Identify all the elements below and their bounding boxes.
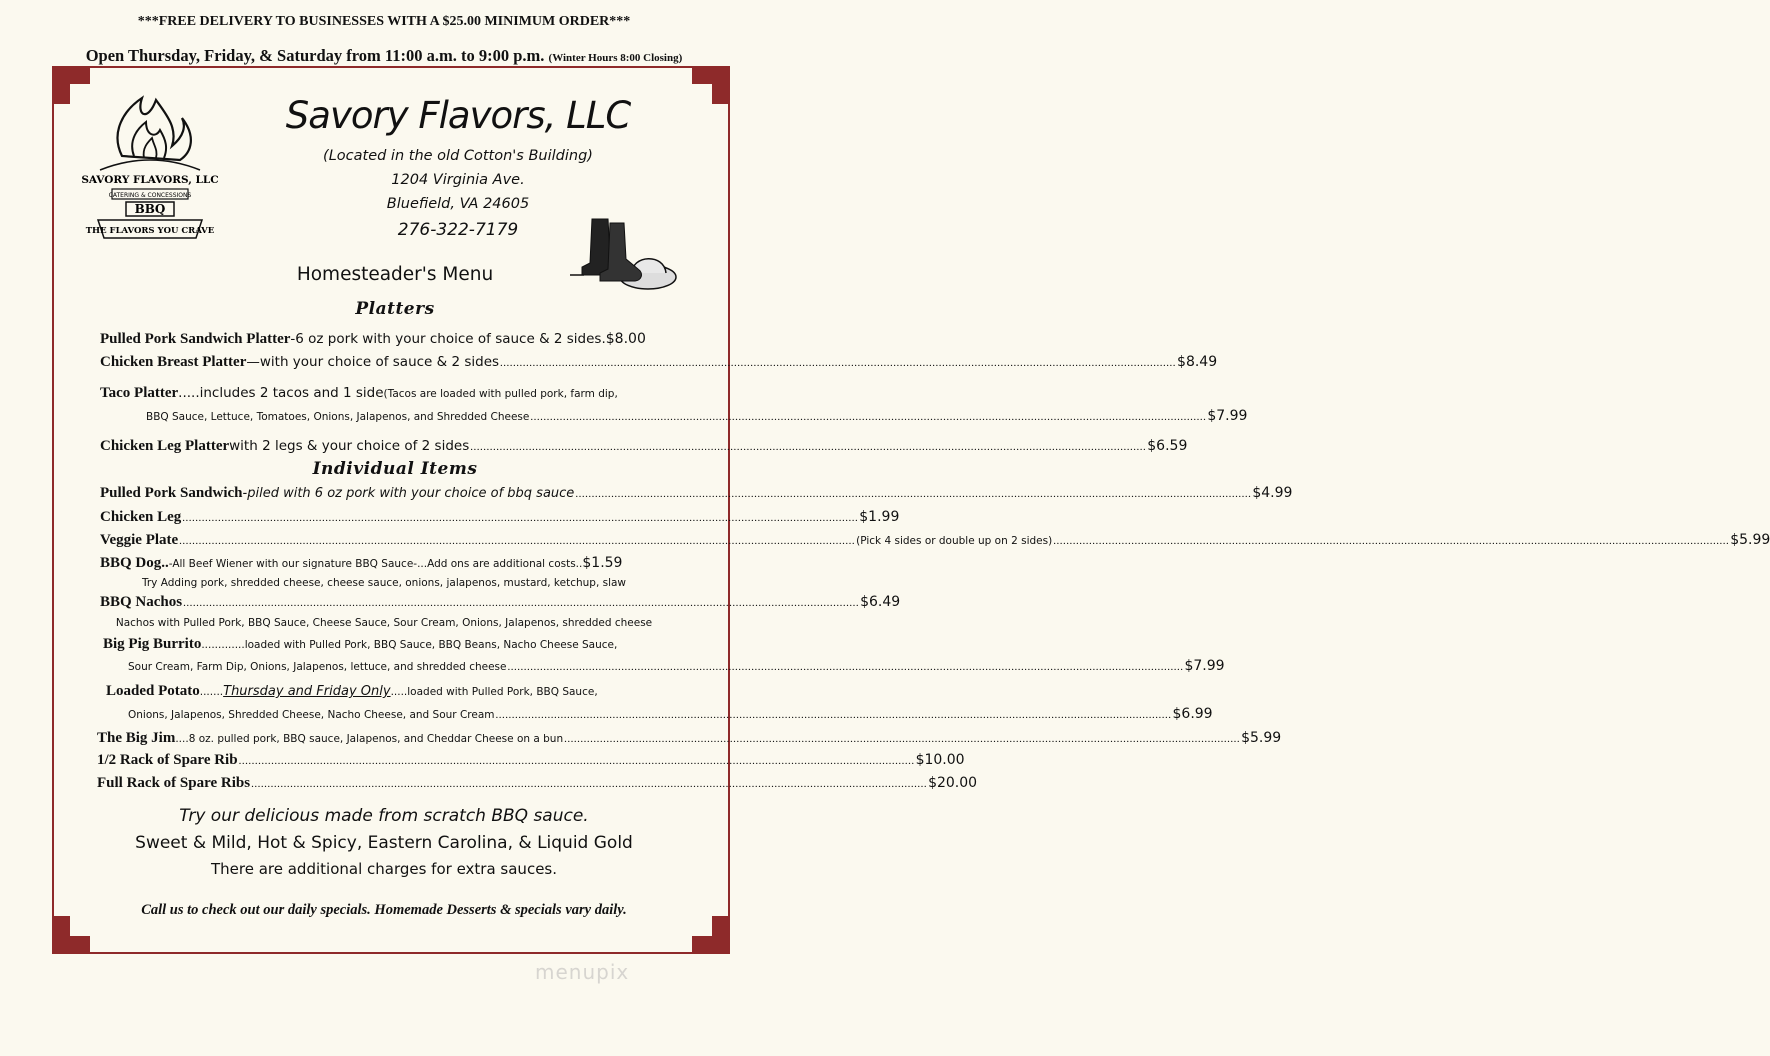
sauce-promo: Try our delicious made from scratch BBQ sauce.	[179, 806, 589, 826]
item-name: BBQ Nachos	[100, 594, 183, 610]
leader-dots	[183, 597, 859, 609]
item-desc: -All Beef Wiener with our signature BBQ Sauce-...Add ons are additional costs..	[168, 558, 583, 570]
menu-item	[0, 730, 1282, 752]
item-price: $10.00	[915, 752, 965, 768]
leader-dots	[182, 512, 858, 524]
menu-item-detail	[0, 408, 1248, 430]
item-desc: Sour Cream, Farm Dip, Onions, Jalapenos, lettuce, and shredded cheese	[128, 661, 507, 673]
item-price: $5.99	[1241, 730, 1282, 746]
item-price: $6.49	[860, 594, 901, 610]
item-desc: —with your choice of sauce & 2 sides	[246, 354, 500, 370]
item-name: Pulled Pork Sandwich	[100, 485, 243, 501]
menu-item	[0, 775, 978, 797]
leader-dots	[179, 535, 855, 547]
menu-item	[0, 555, 768, 577]
corner-ornament	[692, 66, 730, 104]
section-individual: Individual Items	[312, 459, 478, 479]
item-desc: with 2 legs & your choice of 2 sides	[229, 438, 470, 454]
winter-hours: (Winter Hours 8:00 Closing)	[548, 52, 683, 64]
menu-title: Homesteader's Menu	[296, 264, 494, 285]
sauce-charges: There are additional charges for extra sauces.	[210, 860, 558, 878]
section-platters: Platters	[355, 299, 435, 319]
leader-dots	[500, 357, 1176, 369]
item-price: $6.99	[1172, 706, 1213, 722]
item-days: Thursday and Friday Only	[223, 684, 391, 699]
corner-ornament	[692, 916, 730, 954]
corner-ornament	[52, 916, 90, 954]
item-name: Pulled Pork Sandwich Platter	[100, 331, 291, 347]
item-name: Big Pig Burrito	[103, 636, 202, 652]
menu-item	[0, 683, 768, 705]
item-desc: -6 oz pork with your choice of sauce & 2 sides.	[290, 331, 606, 347]
leader-dots	[530, 411, 1206, 423]
item-price: $7.99	[1207, 408, 1248, 424]
item-desc: ....8 oz. pulled pork, BBQ sauce, Jalapenos, and Cheddar Cheese on a bun	[175, 733, 564, 745]
item-desc: -piled with 6 oz pork with your choice of bbq sauce	[242, 486, 575, 501]
item-desc: .............loaded with Pulled Pork, BBQ Sauce, BBQ Beans, Nacho Cheese Sauce,	[201, 639, 618, 651]
item-name: Full Rack of Spare Ribs	[97, 775, 251, 791]
item-price: $8.00	[605, 331, 646, 347]
menu-item	[0, 509, 900, 531]
leader-dots	[470, 441, 1146, 453]
business-name: Savory Flavors, LLC	[285, 94, 631, 137]
item-price: $4.99	[1252, 485, 1293, 501]
leader-dots	[507, 661, 1183, 673]
sauce-list: Sweet & Mild, Hot & Spicy, Eastern Carolina, & Liquid Gold	[135, 833, 633, 853]
menu-item	[0, 438, 1188, 460]
item-desc: Onions, Jalapenos, Shredded Cheese, Nacho Cheese, and Sour Cream	[128, 709, 495, 721]
delivery-banner: ***FREE DELIVERY TO BUSINESSES WITH A $25.00 MINIMUM ORDER***	[137, 14, 631, 29]
logo	[81, 86, 219, 246]
leader-dots	[251, 778, 927, 790]
item-desc: BBQ Sauce, Lettuce, Tomatoes, Onions, Jalapenos, and Shredded Cheese	[146, 411, 530, 423]
item-note: (Tacos are loaded with pulled pork, farm dip,	[383, 388, 618, 400]
corner-ornament	[52, 66, 90, 104]
menu-item	[0, 532, 1770, 554]
item-price: $6.59	[1147, 438, 1188, 454]
menu-item	[0, 331, 768, 353]
menu-item	[0, 636, 768, 658]
item-price: $5.99	[1730, 532, 1770, 548]
daily-specials: Call us to check out our daily specials. Homemade Desserts & specials vary daily.	[141, 902, 627, 918]
cowboy-boot-icon	[568, 215, 678, 300]
item-detail: Nachos with Pulled Pork, BBQ Sauce, Cheese Sauce, Sour Cream, Onions, Jalapenos, shredded cheese	[115, 617, 653, 629]
hours-text: Open Thursday, Friday, & Saturday from 11:00 a.m. to 9:00 p.m.	[85, 46, 545, 65]
leader-dots	[239, 755, 915, 767]
item-name: Veggie Plate	[100, 532, 179, 548]
item-name: Chicken Leg	[100, 509, 182, 525]
logo-tagline: CATERING & CONCESSIONS	[108, 192, 192, 199]
leader-dots	[496, 709, 1172, 721]
item-name: Loaded Potato	[106, 683, 200, 699]
item-price: $1.99	[859, 509, 900, 525]
menu-item-detail	[0, 706, 1213, 728]
leader-dots	[575, 488, 1251, 500]
item-name: 1/2 Rack of Spare Rib	[97, 752, 238, 768]
logo-slogan: THE FLAVORS YOU CRAVE	[85, 226, 215, 236]
leader-dots	[1053, 535, 1729, 547]
watermark: menupix	[535, 960, 630, 984]
business-phone: 276-322-7179	[397, 220, 519, 240]
item-name: Chicken Leg Platter	[100, 438, 230, 454]
item-price: $8.49	[1177, 354, 1218, 370]
item-pre: .......	[199, 686, 224, 698]
item-name: The Big Jim	[97, 730, 176, 746]
menu-item	[0, 752, 965, 774]
logo-name: SAVORY FLAVORS, LLC	[81, 174, 219, 186]
menu-item	[0, 594, 901, 616]
item-desc: .....loaded with Pulled Pork, BBQ Sauce,	[390, 686, 598, 698]
item-name: Chicken Breast Platter	[100, 354, 247, 370]
business-city: Bluefield, VA 24605	[386, 196, 530, 212]
boots-hat-illustration	[568, 215, 678, 300]
menu-item-detail	[0, 658, 1225, 680]
item-price: $20.00	[928, 775, 978, 791]
item-name: BBQ Dog..	[100, 555, 169, 571]
business-location: (Located in the old Cotton's Building)	[323, 148, 593, 164]
item-price: $1.59	[582, 555, 623, 571]
item-detail: Try Adding pork, shredded cheese, cheese sauce, onions, jalapenos, mustard, ketchup, slaw	[141, 577, 627, 589]
flame-logo-icon	[81, 86, 219, 246]
menu-item	[0, 485, 1293, 507]
menu-item	[0, 385, 768, 407]
menu-item	[0, 354, 1218, 376]
logo-bbq: BBQ	[134, 202, 166, 216]
item-price: $7.99	[1184, 658, 1225, 674]
hours-line	[0, 46, 768, 66]
item-name: Taco Platter	[100, 385, 179, 401]
business-street: 1204 Virginia Ave.	[391, 172, 525, 188]
item-desc: (Pick 4 sides or double up on 2 sides)	[856, 535, 1053, 547]
item-desc: .....includes 2 tacos and 1 side	[178, 385, 384, 401]
leader-dots	[564, 733, 1240, 745]
